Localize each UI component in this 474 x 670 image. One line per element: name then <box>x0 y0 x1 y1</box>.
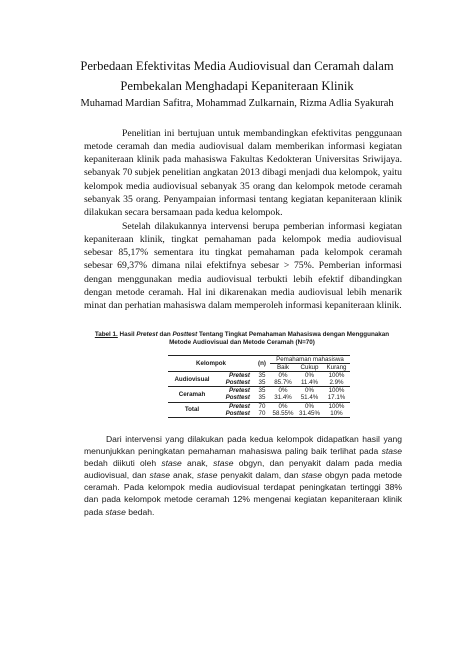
cell-kurang: 100% <box>323 402 350 410</box>
cell-n: 70 <box>254 402 270 410</box>
italic-term: stase <box>161 458 182 469</box>
italic-term: stase <box>381 446 402 457</box>
italic-term: stase <box>149 470 170 481</box>
row-label: Pretest <box>216 372 254 380</box>
cell-cukup: 0% <box>296 372 323 380</box>
table-caption-label: Tabel 1. <box>94 331 118 338</box>
table-caption-line-1: Tabel 1. Hasil Pretest dan Posttest Tentang Tingkat Pemahaman Mahasiswa dengan Menggunakan <box>94 331 390 338</box>
cell-cukup: 0% <box>296 387 323 395</box>
cell-cukup: 31.45% <box>296 410 323 418</box>
results-paragraph: Dari intervensi yang dilakukan pada kedua kelompok didapatkan hasil yang menunjukkan peningkatan pemahaman mahasiswa paling baik terlihat pada stase bedah diikuti oleh stase anak, stase obgyn, dan penyakit dalam pada media audiovisual, dan stase anak, stase penyakit dalam, dan stase obgyn pada metode ceramah. Pada kelompok media audiovisual terdapat peningkatan tertinggi 38% dan pada kelompok metode ceramah 12% mengenai kegiatan kepaniteraan klinik pada stase bedah. <box>84 434 402 517</box>
row-label: Posttest <box>225 394 250 402</box>
table-row <box>168 402 350 410</box>
header-cukup: Cukup <box>300 364 319 372</box>
table-caption-line-2: Metode Audiovisual dan Metode Ceramah (N=70) <box>169 339 315 347</box>
cell-kurang: 100% <box>323 372 350 380</box>
abstract-paragraph-2: Setelah dilakukannya intervensi berupa pemberian informasi kegiatan kepaniteraan klinik, tingkat pemahaman pada kelompok media audiovisual sebesar 85,17% sementara itu tingkat pemahaman pada kelompok ceramah sebesar 69,37% dimana nilai efektifnya sebesar > 75%. Pemberian informasi dengan menggunakan media audiovisual terbukti lebih efektif dibandingkan dengan metode ceramah. Hal ini dikarenakan media audiovisual lebih menarik minat dan perhatian mahasiswa dalam memperoleh informasi kepaniteraan klinik. <box>84 221 402 311</box>
row-label: Pretest <box>216 387 254 395</box>
cell-kurang: 10% <box>323 410 350 418</box>
cell-baik: 85.7% <box>274 379 292 387</box>
cell-baik: 58.55% <box>270 410 296 418</box>
paper-title-line-1: Perbedaan Efektivitas Media Audiovisual dan Ceramah dalam <box>80 59 394 73</box>
cell-cukup: 51.4% <box>300 394 319 402</box>
abstract-paragraph-1: Penelitian ini bertujuan untuk membandingkan efektivitas penggunaan metode ceramah dan media audiovisual dalam memberikan informasi kegiatan kepaniteraan klinik pada mahasiswa Fakultas Kedokteran Universitas Sriwijaya. sebanyak 70 subjek penelitian angkatan 2013 dibagi menjadi dua kelompok, yaitu kelompok media audiovisual sebanyak 35 orang dan kelompok metode ceramah sebanyak 35 orang. Penyampaian informasi tentang kegiatan kepaniteraan klinik dilakukan secara bersamaan pada kedua kelompok. <box>84 128 402 218</box>
header-kelompok: Kelompok <box>168 356 254 372</box>
cell-kurang: 2.9% <box>329 379 344 387</box>
cell-baik: 0% <box>270 372 296 380</box>
cell-baik: 0% <box>270 402 296 410</box>
row-label: Pretest <box>216 402 254 410</box>
cell-n: 70 <box>254 410 270 418</box>
results-table <box>168 355 350 418</box>
cell-cukup: 11.4% <box>300 379 319 387</box>
cell-n: 35 <box>254 372 270 380</box>
cell-kurang: 17.1% <box>327 394 346 402</box>
authors: Muhamad Mardian Safitra, Mohammad Zulkarnain, Rizma Adlia Syakurah <box>80 98 394 109</box>
italic-term: stase <box>213 458 234 469</box>
cell-n: 35 <box>258 394 266 402</box>
cell-baik: 0% <box>270 387 296 395</box>
row-label: Posttest <box>216 410 254 418</box>
group-label: Audiovisual <box>168 372 216 387</box>
header-kurang: Kurang <box>326 364 347 372</box>
italic-term: stase <box>197 470 218 481</box>
cell-kurang: 100% <box>323 387 350 395</box>
italic-term: stase <box>105 506 126 517</box>
cell-n: 35 <box>258 379 266 387</box>
table-row <box>168 372 350 380</box>
header-pemahaman: Pemahaman mahasiswa <box>270 356 350 364</box>
group-label: Total <box>168 402 216 417</box>
row-label: Posttest <box>225 379 250 387</box>
header-n: (n) <box>254 356 270 372</box>
table-row <box>168 387 350 395</box>
header-baik: Baik <box>276 364 290 372</box>
group-label: Ceramah <box>168 387 216 402</box>
table-header-row <box>168 356 350 364</box>
italic-term: stase <box>301 470 322 481</box>
table-caption <box>92 331 392 348</box>
paper-title-line-2: Pembekalan Menghadapi Kepaniteraan Klinik <box>120 79 354 93</box>
cell-n: 35 <box>254 387 270 395</box>
cell-cukup: 0% <box>296 402 323 410</box>
cell-baik: 31.4% <box>274 394 292 402</box>
